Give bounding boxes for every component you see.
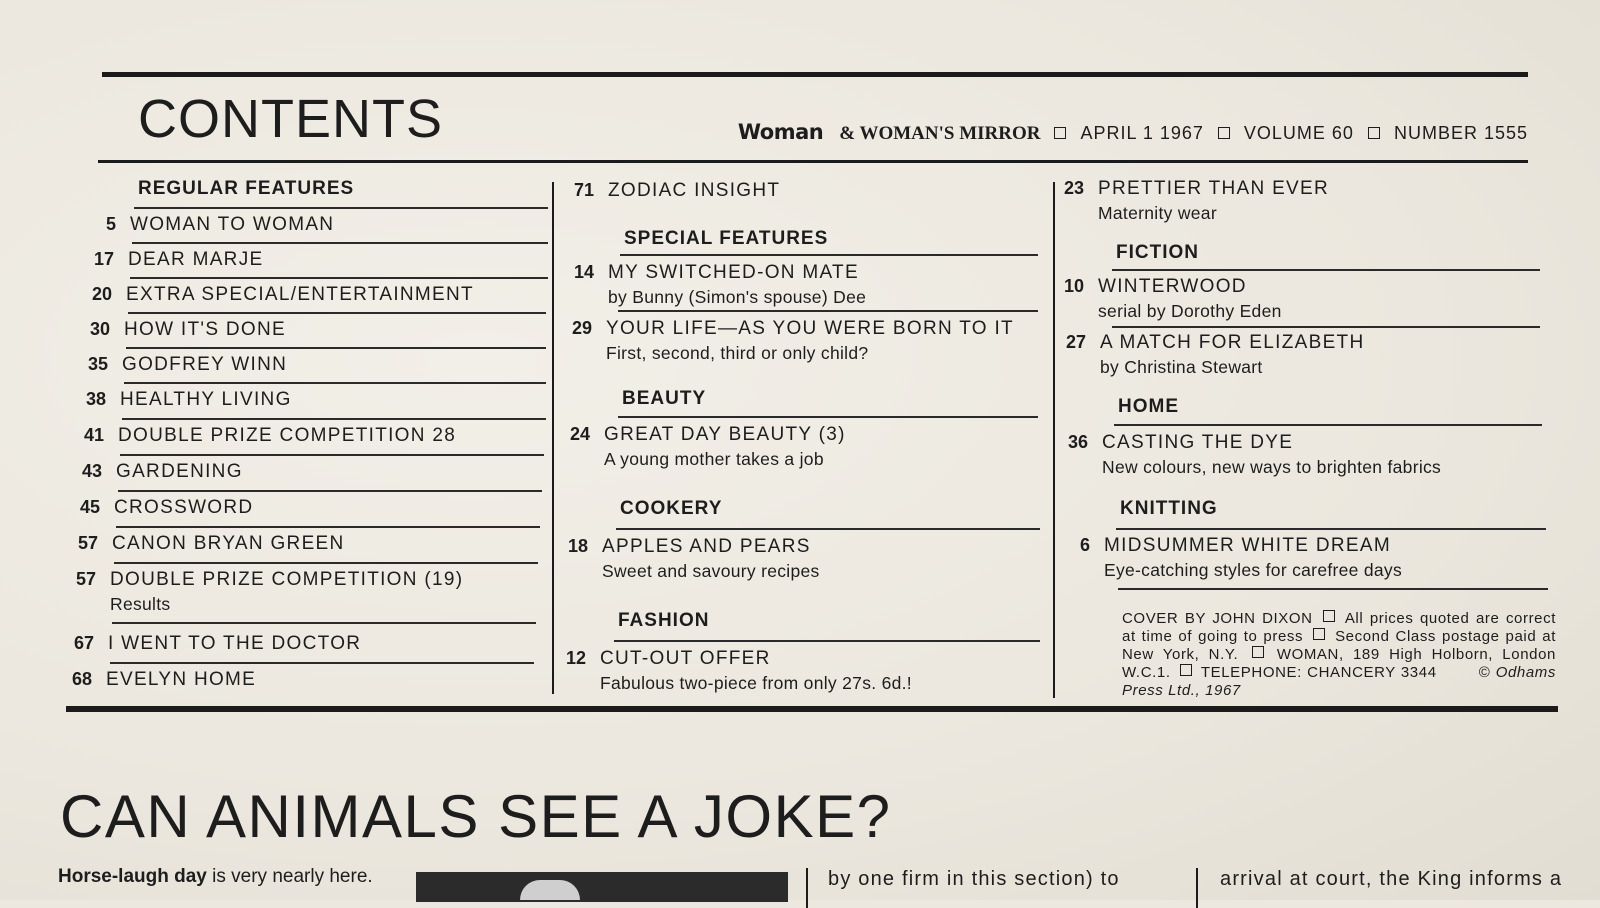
page-number: 20 — [91, 284, 112, 304]
entry-title: DEAR MARJE — [128, 249, 264, 270]
entry-title: CUT-OUT OFFER — [600, 648, 771, 669]
divider — [114, 562, 538, 564]
contents-entry[interactable] — [1046, 178, 1329, 224]
section-heading-home: HOME — [1118, 396, 1179, 417]
divider — [1118, 588, 1548, 590]
entry-title: YOUR LIFE—AS YOU WERE BORN TO IT — [606, 318, 1014, 339]
entry-subtitle: Eye-catching styles for carefree days — [1104, 560, 1403, 580]
section-heading-regular: REGULAR FEATURES — [138, 178, 355, 199]
page-number: 10 — [1063, 276, 1084, 296]
contents-entry[interactable] — [556, 262, 866, 308]
postage-note: Second Class postage paid at New York, N.Y. — [1122, 628, 1556, 663]
page-number: 43 — [81, 461, 102, 481]
article-column-text: by one firm in this section) to — [828, 868, 1120, 890]
entry-subtitle: First, second, third or only child? — [606, 343, 869, 363]
entry-title: DOUBLE PRIZE COMPETITION (19) — [110, 569, 464, 590]
divider — [616, 528, 1040, 530]
divider — [1112, 269, 1540, 271]
contents-entry[interactable] — [58, 569, 463, 615]
page-number: 67 — [73, 633, 94, 653]
entry-subtitle: by Bunny (Simon's spouse) Dee — [608, 287, 867, 307]
divider — [126, 347, 546, 349]
entry-title: CASTING THE DYE — [1102, 432, 1294, 453]
contents-entry[interactable] — [76, 249, 263, 271]
separator-box — [1218, 127, 1230, 139]
divider — [110, 662, 534, 664]
page-number: 71 — [573, 180, 594, 200]
cover-credit-note — [1122, 610, 1556, 700]
article-headline: CAN ANIMALS SEE A JOKE? — [60, 783, 892, 850]
copyright-note: Odhams Press Ltd., 1967 — [1122, 664, 1556, 699]
separator-box — [1252, 646, 1264, 658]
lead-text: is very nearly here. — [206, 866, 373, 887]
entry-subtitle: by Christina Stewart — [1100, 357, 1263, 377]
separator-box — [1368, 127, 1380, 139]
page-number: 57 — [77, 533, 98, 553]
entry-title: I WENT TO THE DOCTOR — [108, 633, 362, 654]
entry-title: WOMAN TO WOMAN — [130, 214, 335, 235]
entry-subtitle: Maternity wear — [1098, 203, 1217, 223]
issue-volume: VOLUME 60 — [1243, 123, 1354, 143]
page-number: 57 — [75, 569, 96, 589]
page-number: 35 — [87, 354, 108, 374]
divider — [116, 526, 540, 528]
column-divider — [806, 868, 808, 908]
contents-entry[interactable] — [54, 669, 256, 691]
entry-title: EVELYN HOME — [106, 669, 257, 690]
divider — [618, 310, 1038, 312]
entry-title: MY SWITCHED-ON MATE — [608, 262, 859, 283]
entry-title: HEALTHY LIVING — [120, 389, 292, 410]
page-number: 17 — [93, 249, 114, 269]
section-heading-fiction: FICTION — [1116, 242, 1199, 263]
entry-title: HOW IT'S DONE — [124, 319, 286, 340]
page-number: 14 — [573, 262, 594, 282]
divider — [1112, 326, 1540, 328]
entry-subtitle: Results — [110, 594, 171, 614]
section-heading-special: SPECIAL FEATURES — [624, 228, 829, 249]
divider — [614, 640, 1040, 642]
section-heading-beauty: BEAUTY — [622, 388, 707, 409]
contents-entry[interactable] — [68, 389, 292, 411]
page-number: 18 — [567, 536, 588, 556]
entry-subtitle: Sweet and savoury recipes — [602, 561, 820, 581]
woman-logo: Woman — [737, 120, 824, 144]
entry-title: GODFREY WINN — [122, 354, 288, 375]
entry-title: EXTRA SPECIAL/ENTERTAINMENT — [126, 284, 474, 305]
contents-entry[interactable] — [70, 354, 287, 376]
prices-note: All prices quoted are correct at time of going to press — [1122, 610, 1556, 645]
contents-entry[interactable] — [62, 497, 253, 519]
separator-box — [1180, 664, 1192, 676]
entry-title: APPLES AND PEARS — [602, 536, 811, 557]
page-number: 41 — [83, 425, 104, 445]
masthead — [738, 120, 1528, 145]
issue-number: NUMBER 1555 — [1393, 123, 1528, 143]
page-title: CONTENTS — [138, 89, 443, 149]
contents-entry[interactable] — [1052, 535, 1402, 581]
section-heading-cookery: COOKERY — [620, 498, 723, 519]
contents-entry[interactable] — [60, 533, 345, 555]
divider — [618, 416, 1038, 418]
separator-box — [1054, 127, 1066, 139]
entry-title: PRETTIER THAN EVER — [1098, 178, 1330, 199]
section-heading-knitting: KNITTING — [1120, 498, 1218, 519]
divider — [124, 382, 546, 384]
page-number: 38 — [85, 389, 106, 409]
divider — [134, 207, 548, 209]
contents-entry[interactable] — [1046, 276, 1282, 322]
page-number: 36 — [1067, 432, 1088, 452]
section-heading-fashion: FASHION — [618, 610, 710, 631]
lead-bold: Horse-laugh day — [58, 866, 207, 887]
telephone-note: TELEPHONE: CHANCERY 3344 — [1200, 664, 1437, 681]
contents-entry[interactable] — [74, 284, 474, 306]
page-number: 12 — [565, 648, 586, 668]
mirror-label: & WOMAN'S MIRROR — [839, 123, 1041, 144]
divider — [128, 312, 546, 314]
entry-title: DOUBLE PRIZE COMPETITION 28 — [118, 425, 457, 446]
entry-title: MIDSUMMER WHITE DREAM — [1104, 535, 1391, 556]
entry-subtitle: serial by Dorothy Eden — [1098, 301, 1282, 321]
divider — [112, 622, 536, 624]
divider — [130, 277, 548, 279]
article-lead — [58, 866, 373, 888]
article-photo — [416, 872, 788, 902]
cover-credit: COVER BY JOHN DIXON — [1122, 610, 1313, 627]
entry-title: CROSSWORD — [114, 497, 254, 518]
divider — [120, 454, 544, 456]
column-divider — [1196, 868, 1198, 908]
contents-entry[interactable] — [550, 536, 820, 582]
page-number: 45 — [79, 497, 100, 517]
page-number: 29 — [571, 318, 592, 338]
contents-entry[interactable] — [56, 633, 361, 655]
contents-entry[interactable] — [554, 318, 1014, 364]
divider — [118, 490, 542, 492]
page-number: 30 — [89, 319, 110, 339]
page-number: 5 — [105, 214, 116, 234]
contents-entry[interactable] — [556, 180, 780, 202]
separator-box — [1323, 610, 1335, 622]
entry-title: CANON BRYAN GREEN — [112, 533, 345, 554]
page-number: 24 — [569, 424, 590, 444]
contents-entry[interactable] — [1048, 332, 1364, 378]
copyright-icon: © — [1478, 664, 1491, 681]
contents-entry[interactable] — [548, 648, 912, 694]
entry-subtitle: New colours, new ways to brighten fabrics — [1102, 457, 1442, 477]
contents-entry[interactable] — [78, 214, 334, 236]
separator-box — [1313, 628, 1325, 640]
entry-subtitle: Fabulous two-piece from only 27s. 6d.! — [600, 673, 912, 693]
divider — [122, 418, 546, 420]
contents-entry[interactable] — [66, 425, 456, 447]
contents-entry[interactable] — [64, 461, 243, 483]
divider — [132, 242, 548, 244]
entry-title: GREAT DAY BEAUTY (3) — [604, 424, 846, 445]
entry-title: ZODIAC INSIGHT — [608, 180, 781, 201]
top-rule — [102, 72, 1528, 77]
page-number: 23 — [1063, 178, 1084, 198]
bottom-rule — [66, 706, 1558, 712]
page-number: 68 — [71, 669, 92, 689]
divider — [1116, 528, 1546, 530]
address-note: WOMAN, 189 High Holborn, London W.C.1. — [1122, 646, 1556, 681]
divider — [1114, 424, 1542, 426]
page-number: 6 — [1079, 535, 1090, 555]
page-number: 27 — [1065, 332, 1086, 352]
article-column-text: arrival at court, the King informs a — [1220, 868, 1563, 890]
divider — [620, 254, 1038, 256]
contents-entry[interactable] — [1050, 432, 1441, 478]
contents-entry[interactable] — [72, 319, 286, 341]
contents-entry[interactable] — [552, 424, 846, 470]
issue-date: APRIL 1 1967 — [1080, 123, 1204, 143]
entry-title: GARDENING — [116, 461, 243, 482]
entry-title: WINTERWOOD — [1098, 276, 1247, 297]
entry-subtitle: A young mother takes a job — [604, 449, 824, 469]
photo-detail — [520, 880, 580, 900]
header-rule — [98, 160, 1528, 163]
entry-title: A MATCH FOR ELIZABETH — [1100, 332, 1365, 353]
